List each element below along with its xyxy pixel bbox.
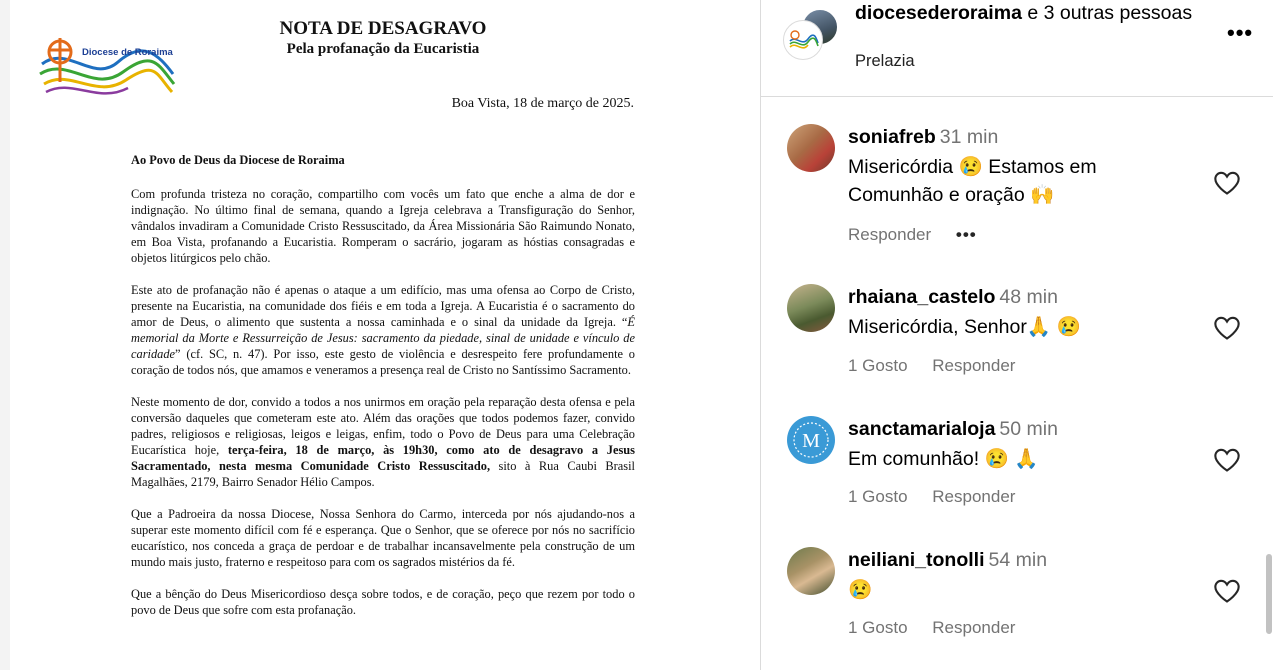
comment-header bbox=[848, 549, 1047, 572]
document-paragraph-2: Este ato de profanação não é apenas o ataque a um edifício, mas uma ofensa ao Corpo de Cristo, presente na Eucaristia, na comunidade dos fiéis e em toda a Igreja. A Eucaristia é o sacramento do amor de Deus, o alimento que sustenta a nossa caminhada e o sinal da unidade da Igreja. “É memorial da Morte e Ressurreição de Jesus: sacramento da piedade, sinal de unidade e vínculo de caridade” (cf. SC, n. 47). Por isso, este gesto de violência e desrespeito fere profundamente o coração de todos nós, que amamos e veneramos a presença real de Cristo no Santíssimo Sacramento. bbox=[131, 283, 635, 377]
reply-button[interactable]: Responder bbox=[848, 225, 932, 244]
reply-button[interactable]: Responder bbox=[932, 356, 1016, 375]
avatar[interactable] bbox=[783, 20, 823, 60]
svg-text:M: M bbox=[802, 430, 820, 452]
like-heart-icon[interactable] bbox=[1213, 170, 1241, 196]
comment-actions bbox=[848, 618, 1035, 638]
sanctamaria-logo-icon bbox=[787, 416, 835, 464]
document-subtitle: Pela profanação da Eucaristia bbox=[286, 41, 480, 57]
document-date: Boa Vista, 18 de março de 2025. bbox=[451, 96, 634, 111]
document-paragraph-3: Neste momento de dor, convido a todos a nos unirmos em oração pela reparação desta ofensa e pela conversão daqueles que cometeram este ato. Além das orações que todos podemos fazer, convido padres, religiosos e religiosas, leigos e leigas, enfim, todo o Povo de Deus para uma Celebração Eucarística hoje, terça-feira, 18 de março, às 19h30, como ato de desagravo a Jesus Sacramentado, nesta mesma Comunidade Cristo Ressuscitado, sito à Rua Caubi Brasil Magalhães, 2179, Bairro Senador Hélio Campos. bbox=[131, 395, 635, 489]
likes-count[interactable]: 1 Gosto bbox=[848, 487, 908, 506]
comment-actions bbox=[848, 225, 997, 245]
likes-count[interactable]: 1 Gosto bbox=[848, 356, 908, 375]
comment-header bbox=[848, 418, 1058, 441]
comment-more-icon[interactable]: ••• bbox=[955, 225, 977, 244]
comment-item bbox=[761, 547, 1273, 657]
document-body bbox=[131, 152, 635, 634]
comment-time[interactable]: 48 min bbox=[999, 286, 1058, 308]
post-header bbox=[761, 0, 1273, 97]
author-others[interactable]: e 3 outras pessoas bbox=[1021, 2, 1193, 24]
comment-actions bbox=[848, 356, 1035, 376]
like-heart-icon[interactable] bbox=[1213, 315, 1241, 341]
document-paragraph-5: Que a bênção do Deus Misericordioso desça sobre todos, e de coração, peço que rezem por todo o povo de Deus que sofre com esta profanação. bbox=[131, 587, 635, 617]
comment-header bbox=[848, 286, 1058, 309]
comment-time[interactable]: 31 min bbox=[939, 126, 999, 148]
comment-username[interactable]: rhaiana_castelo bbox=[848, 286, 996, 308]
comments-panel bbox=[760, 0, 1273, 670]
comment-text: Misericórdia, Senhor🙏 😢 bbox=[848, 316, 1081, 338]
logo-text: Diocese de Roraima bbox=[82, 47, 173, 58]
comment-text: 😢 bbox=[848, 579, 873, 601]
comment-item bbox=[761, 416, 1273, 526]
comment-username[interactable]: soniafreb bbox=[848, 126, 936, 148]
post-location[interactable]: Prelazia bbox=[855, 52, 915, 70]
diocese-avatar-logo-icon bbox=[784, 21, 822, 59]
like-heart-icon[interactable] bbox=[1213, 447, 1241, 473]
like-heart-icon[interactable] bbox=[1213, 578, 1241, 604]
letter-document bbox=[10, 0, 760, 670]
avatar[interactable] bbox=[787, 416, 835, 464]
reply-button[interactable]: Responder bbox=[932, 487, 1016, 506]
reply-button[interactable]: Responder bbox=[932, 618, 1016, 637]
document-greeting: Ao Povo de Deus da Diocese de Roraima bbox=[131, 153, 345, 167]
comment-actions bbox=[848, 487, 1035, 507]
diocese-logo bbox=[38, 34, 178, 104]
comment-item bbox=[761, 284, 1273, 394]
author-username[interactable]: diocesederoraima bbox=[855, 2, 1022, 24]
more-options-icon[interactable]: ••• bbox=[1227, 20, 1254, 45]
avatar[interactable] bbox=[787, 284, 835, 332]
avatar[interactable] bbox=[787, 547, 835, 595]
avatar[interactable] bbox=[787, 124, 835, 172]
comment-time[interactable]: 50 min bbox=[999, 418, 1058, 440]
document-title: NOTA DE DESAGRAVO bbox=[279, 18, 487, 39]
document-paragraph-1: Com profunda tristeza no coração, compartilho com vocês um fato que enche a alma de dor e indignação. No último final de semana, quando a Igreja celebrava a Transfiguração do Senhor, vândalos invadiram a Comunidade Cristo Ressuscitado, da Área Missionária São Raimundo Nonato, em Boa Vista, profanando a Eucaristia. Romperam o sacrário, jogaram as hóstias consagradas e objetos litúrgicos pelo chão. bbox=[131, 187, 635, 265]
comment-text: Misericórdia 😢 Estamos em Comunhão e oração 🙌 bbox=[848, 156, 1097, 206]
document-paragraph-4: Que a Padroeira da nossa Diocese, Nossa Senhora do Carmo, interceda por nós ajudando-nos a superar este momento difícil com fé e esperança. Que o Senhor, que se oferece por nós no sacrifício eucarístico, nos conceda a graça de perdoar e de trabalhar incansavelmente pela construção de um mundo mais justo, fraterno e respeitoso para com os sagrados mistérios da fé. bbox=[131, 507, 635, 569]
comment-time[interactable]: 54 min bbox=[988, 549, 1048, 571]
post-authors bbox=[855, 0, 1195, 27]
scrollbar-thumb[interactable] bbox=[1266, 554, 1272, 634]
comment-item bbox=[761, 124, 1273, 254]
likes-count[interactable]: 1 Gosto bbox=[848, 618, 908, 637]
comment-header bbox=[848, 126, 998, 149]
comment-text: Em comunhão! 😢 🙏 bbox=[848, 448, 1039, 470]
comment-username[interactable]: neiliani_tonolli bbox=[848, 549, 985, 571]
collab-avatars[interactable] bbox=[783, 6, 837, 66]
comment-username[interactable]: sanctamarialoja bbox=[848, 418, 996, 440]
